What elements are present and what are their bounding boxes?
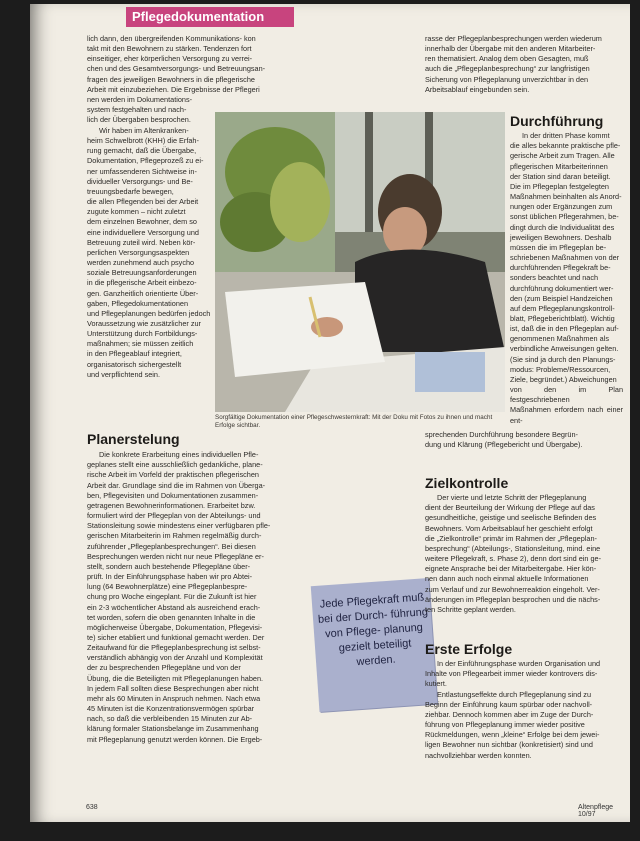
text-line: Besprechungen werden nicht nur neue Pflegepläne er-: [87, 551, 264, 561]
text-line: Maßnahmen erfordern nach einer ent-: [510, 405, 623, 425]
text-line: und verpflichtend sein.: [87, 369, 161, 379]
text-line: dividueller Versorgungs- und Be-: [87, 176, 193, 186]
text-line: lung (64 Bewohnerplätze) eine Pflegeplanbespre-: [87, 582, 248, 592]
text-line: sprechenden Durchführung besondere Begrün-: [425, 430, 578, 439]
text-line: innerhalb der Übergabe mit den anderen Mitarbeiter-: [425, 44, 596, 54]
text-line: dingt durch die Individualität des: [510, 222, 615, 232]
text-line: fragen des jeweiligen Bewohners in die pflegerische: [87, 74, 255, 84]
text-line: nen werden im Dokumentations-: [87, 94, 193, 104]
text-line: jeweiligen Bewohners. Deshalb: [510, 232, 612, 242]
text-line: ein 2-3 wöchentlicher Abstand als ausreichend erach-: [87, 602, 261, 612]
text-line: Arbeit dar. Grundlage sind die im Rahmen von Überga-: [87, 480, 266, 490]
text-line: pflegerischen Mitarbeiterinnen: [510, 161, 608, 171]
text-line: ligen Bewohner nun sichtbar (konkretisiert) sind und: [425, 740, 593, 750]
text-line: eignete Ansprache bei der Mitarbeitergabe. Hier kön-: [425, 564, 597, 574]
text-line: modus: Probleme/Ressourcen,: [510, 364, 611, 374]
text-line: geplanes stellt eine ausschließlich gedankliche, plane-: [87, 460, 263, 470]
section-heading: Zielkontrolle: [425, 475, 509, 491]
text-line: dem einzelnen Bewohner, dem so: [87, 217, 197, 227]
page-number: 638: [86, 804, 98, 811]
text-line: Voraussetzung wie zusätzlicher zur: [87, 318, 201, 328]
text-line: In jedem Fall sollten diese Besprechungen aber nicht: [87, 683, 259, 693]
durchfuehrung-tail: [425, 430, 623, 450]
text-line: treuungsbedarfe bewegen,: [87, 186, 174, 196]
text-line: sonst üblichen Pflegerahmen, be-: [510, 212, 619, 222]
text-line: von den im Plan festgeschriebenen: [510, 385, 623, 405]
text-line: prüft. In der Einführungsphase haben wir pro Abtei-: [87, 572, 253, 582]
text-line: nungen oder Ergänzungen zum: [510, 202, 613, 212]
text-line: gesundheitliche, geistige und seelische Befinden des: [425, 513, 597, 523]
text-line: (Sie sind ja durch den Planungs-: [510, 354, 616, 364]
text-line: Die konkrete Erarbeitung eines individuellen Pfle-: [99, 450, 259, 460]
text-line: zuführender „Pflegeplanbesprechungen“. Bei diesen: [87, 541, 256, 551]
text-line: der zu besprechenden Pflegepläne und von der: [87, 663, 241, 673]
text-line: sonders beachtet und nach: [510, 273, 599, 283]
text-line: dung und Klärung (Pflegebericht und Übergabe).: [425, 440, 583, 450]
text-line: nach, so daß die verbleibenden 15 Minuten zur Ab-: [87, 714, 253, 724]
text-line: besprechung“ (Abteilungs-, Stationsleitung, mind. eine: [425, 543, 601, 553]
text-line: tet worden, sofern die oben genannten Inhalte in die: [87, 612, 256, 622]
text-line: lich dann, den übergreifenden Kommunikations- kon: [87, 34, 256, 43]
text-line: maßnahmen; sie müssen zeitlich: [87, 339, 194, 349]
text-line: gen. Ganzheitlich orientierte Über-: [87, 288, 199, 298]
text-line: der Station sind daran beteiligt.: [510, 171, 611, 181]
text-line: organisatorisch sichergestellt: [87, 359, 182, 369]
text-line: Wir haben im Altenkranken-: [99, 126, 189, 135]
pull-quote-box: [311, 578, 438, 712]
text-line: Entlastungseffekte durch Pflegeplanung sind zu: [437, 689, 592, 699]
text-line: in den Pflegeablauf integriert,: [87, 349, 182, 359]
text-line: rasse der Pflegeplanbesprechungen werden wiederum: [425, 34, 602, 43]
text-line: gerische Arbeit zum Tragen. Alle: [510, 151, 615, 161]
text-line: gaben, Pflegedokumentationen: [87, 298, 189, 308]
text-line: ist, daß die in den Pflegeplan auf-: [510, 324, 619, 334]
text-line: müssen die im Pflegeplan be-: [510, 242, 607, 252]
text-line: mit Pflegeplanung genutzt werden können. Die Ergeb-: [87, 734, 263, 744]
text-line: durchführenden Pflegekraft be-: [510, 263, 611, 273]
text-line: Zeitaufwand für die Pflegeplanbesprechung ist selbst-: [87, 643, 261, 653]
text-line: chen und des Gesamtversorgungs- und Betreuungsan-: [87, 64, 266, 74]
text-line: Dokumentation, Pflegeprozeß zu ei-: [87, 156, 204, 166]
right-top-text: [425, 34, 623, 95]
text-line: stellt, sondern auch bestehende Pflegepläne über-: [87, 561, 251, 571]
text-line: zugute kommen – nicht zuletzt: [87, 207, 186, 217]
text-line: ziehbar. Dennoch kommen aber im Zuge der Durch-: [425, 709, 594, 719]
text-line: die „Zielkontrolle“ primär im Rahmen der „Pflegeplan-: [425, 533, 597, 543]
section-heading: Planerstelung: [87, 431, 180, 447]
photo-caption: Sorgfältige Dokumentation einer Pflegeschwesternkraft: Mit der Doku mit Fotos zu ihnen und macht Erfolge sichtbar.: [215, 414, 493, 430]
text-line: Bewohners. Vom Arbeitsablauf her geschieht erfolgt: [425, 523, 593, 533]
text-line: lich der Übergaben besprochen.: [87, 115, 191, 125]
text-line: ren thematisiert. Analog dem oben Gesagten, muß: [425, 54, 589, 64]
text-line: in die pflegerische Arbeit einbezo-: [87, 278, 197, 288]
text-line: und Pflegeplanungen bedürfen jedoch: [87, 308, 211, 318]
text-line: werden zunehmend auch psycho: [87, 258, 195, 268]
text-line: In der dritten Phase kommt: [522, 131, 610, 141]
text-line: Ziele, begründet.) Abweichungen: [510, 374, 617, 384]
text-line: Betreuung zuteil wird. Neben kör-: [87, 237, 196, 247]
text-line: te) sicher etabliert und funktional gemacht werden. Der: [87, 632, 265, 642]
erste-erfolge-section: [425, 641, 623, 761]
text-line: Arbeit mit einzubeziehen. Die Ergebnisse der Pflegeri: [87, 84, 260, 94]
text-line: soziale Betreuungsanforderungen: [87, 268, 197, 278]
text-line: durchführung dokumentiert wer-: [510, 283, 614, 293]
text-line: 45 Minuten ist die Konzentrationsvermögen spürbar: [87, 704, 255, 714]
pull-quote-text: Jede Pflegekraft muß bei der Durch- führung von Pflege- planung gezielt beteiligt werden.: [317, 591, 429, 669]
text-line: auch die „Pflegeplanbesprechung“ zur langfristigen: [425, 64, 590, 74]
text-line: kutiert.: [425, 679, 447, 689]
text-line: perlichen Versorgungsaspekten: [87, 247, 190, 257]
text-line: In der Einführungsphase wurden Organisation und: [437, 659, 601, 669]
text-line: mehr als 60 Minuten in Anspruch nehmen. Nach etwa: [87, 693, 261, 703]
photo-nurse-writing: [215, 112, 505, 412]
text-line: Inhalte von Pflegearbeit immer wieder kontrovers dis-: [425, 669, 598, 679]
text-line: klärung formaler Stationsbelange im Zusammenhang: [87, 724, 259, 734]
text-line: rische Arbeit im Vorfeld der praktischen pflegerischen: [87, 470, 259, 480]
text-line: blatt, Pflegeberichtblatt). Wichtig: [510, 313, 615, 323]
text-line: auf dem Pflegeplanungskontroll-: [510, 303, 615, 313]
text-line: den (zum Beispiel Handzeichen: [510, 293, 613, 303]
text-line: ben, Pflegevisiten und Dokumentationen zusammen-: [87, 490, 259, 500]
text-line: zum Verlauf und zur Bewohnerreaktion eingeholt. Ver-: [425, 584, 600, 594]
durchfuehrung-section: [510, 113, 623, 426]
section-heading: Erste Erfolge: [425, 641, 513, 657]
text-line: Beginn der Einführung kaum spürbar oder nachvoll-: [425, 699, 593, 709]
text-line: Übung, die die Beteiligten mit Pflegeplanungen haben.: [87, 673, 264, 683]
text-line: Maßnahmen beinhalten als Anord-: [510, 192, 622, 202]
text-line: nachvollziehbar werden konnten.: [425, 750, 532, 760]
text-line: Arbeitsablauf eingebunden sein.: [425, 84, 530, 94]
text-line: chung pro Woche eingeplant. Für die Zukunft ist hier: [87, 592, 257, 602]
text-line: möglicherweise Übergabe, Dokumentation, Pflegevisi-: [87, 622, 263, 632]
journal-issue: Altenpflege 10/97: [578, 804, 614, 818]
text-line: getragenen Bewohnerinformationen. Erarbeitet bzw.: [87, 500, 256, 510]
text-line: ten Schritte geplant werden.: [425, 604, 516, 614]
text-line: system festgehalten und nach-: [87, 105, 187, 115]
text-line: gerischen Mitarbeiterin im Rahmen regelmäßig durch-: [87, 531, 262, 541]
section-heading: Durchführung: [510, 113, 604, 129]
left-narrow-text: [87, 126, 211, 380]
text-line: eine individuellere Versorgung und: [87, 227, 199, 237]
text-line: Der vierte und letzte Schritt der Pflegeplanung: [437, 493, 587, 503]
text-line: dient der Beurteilung der Wirkung der Pflege auf das: [425, 503, 595, 513]
text-line: takt mit den Bewohnern zu stärken. Tendenzen fort: [87, 44, 252, 54]
text-line: formuliert wird der Pflegeplan von der Abteilungs- und: [87, 511, 261, 521]
text-line: einseitiger, eher körperlichen Versorgung zu verrei-: [87, 54, 253, 64]
text-line: weitere Pflegekraft, s. Phase 2), denn dort sind ein ge-: [425, 554, 602, 564]
text-line: Stationsleitung sowie mindestens einer verfügbaren pfle-: [87, 521, 271, 531]
zielkontrolle-section: [425, 475, 623, 615]
magazine-page: [30, 4, 630, 822]
text-line: Sicherung von Pflegeplanung unverzichtbar in den: [425, 74, 589, 84]
text-line: Unterstützung durch Fortbildungs-: [87, 329, 198, 339]
text-line: heim Schwelbrott (KHH) die Erfah-: [87, 136, 199, 146]
text-line: die alles bekannte praktische pfle-: [510, 141, 621, 151]
text-line: Rückmeldungen, wenn „kleine“ Erfolge bei dem jewei-: [425, 730, 600, 740]
text-line: Die im Pflegeplan festgelegten: [510, 181, 609, 191]
text-line: änderungen im Pflegeplan besprochen und die nächs-: [425, 594, 601, 604]
planerstelung-section: [87, 431, 302, 745]
text-line: nen dann auch noch einmal aktuelle Informationen: [425, 574, 589, 584]
text-line: genommenen Maßnahmen als: [510, 334, 609, 344]
text-line: rung gemacht, daß die Übergabe,: [87, 146, 197, 156]
text-line: verbindliche Anweisungen gelten.: [510, 344, 619, 354]
text-line: schriebenen Maßnahmen von der: [510, 253, 620, 263]
text-line: führung von Pflegeplanung immer wieder positive: [425, 720, 585, 730]
text-line: die allen Pflegenden bei der Arbeit: [87, 197, 199, 207]
section-header: Pflegedokumentation: [126, 7, 294, 27]
text-line: verständlich abhängig von der Anzahl und Komplexität: [87, 653, 263, 663]
photo-illustration: [215, 112, 505, 412]
text-line: ner umfassenderen Sichtweise in-: [87, 166, 197, 176]
